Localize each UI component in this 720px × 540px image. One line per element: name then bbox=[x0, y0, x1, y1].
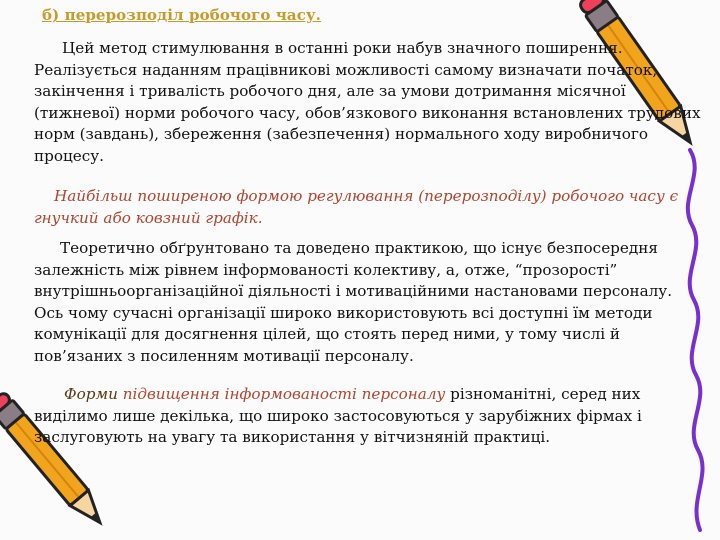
paragraph-forms bbox=[34, 384, 702, 449]
paragraph-method-description bbox=[34, 38, 702, 167]
forms-lead: Форми bbox=[64, 385, 118, 403]
forms-rest: різноманітні, серед них виділимо лише декілька, що широко застосовуються у зарубіжних фірмах і заслуговують на увагу та використання у вітчизняній практиці. bbox=[34, 385, 642, 446]
paragraph2-text: Найбільш поширеною формою регулювання (перерозподілу) робочого часу є гнучкий або ковзний графік. bbox=[34, 187, 679, 227]
forms-highlight: підвищення інформованості персоналу bbox=[122, 385, 446, 403]
paragraph3-text: Теоретично обґрунтовано та доведено практикою, що існує безпосередня залежність між рівнем інформованості колективу, а, отже, “прозорості” внутрішньоорганізаційної діяльності і мотиваційними настановами персоналу. Ось чому сучасні організації широко використовують всі доступні їм методи комунікації для досягнення цілей, що стоять перед ними, у тому числі й пов’язаних з посиленням мотивації персоналу. bbox=[34, 239, 673, 365]
section-heading: б) перерозподіл робочого часу. bbox=[42, 6, 321, 24]
paragraph1-text: Цей метод стимулювання в останні роки набув значного поширення. Реалізується наданням працівникові можливості самому визначати початок, закінчення і тривалість робочого дня, але за умови дотримання місячної (тижневої) норми робочого часу, обов’язкового виконання встановлених трудових норм (завдань), збереження (забезпечення) нормального ходу виробничого процесу. bbox=[34, 39, 701, 165]
paragraph-flexible-schedule bbox=[34, 186, 702, 229]
paragraph-informedness bbox=[34, 238, 702, 367]
